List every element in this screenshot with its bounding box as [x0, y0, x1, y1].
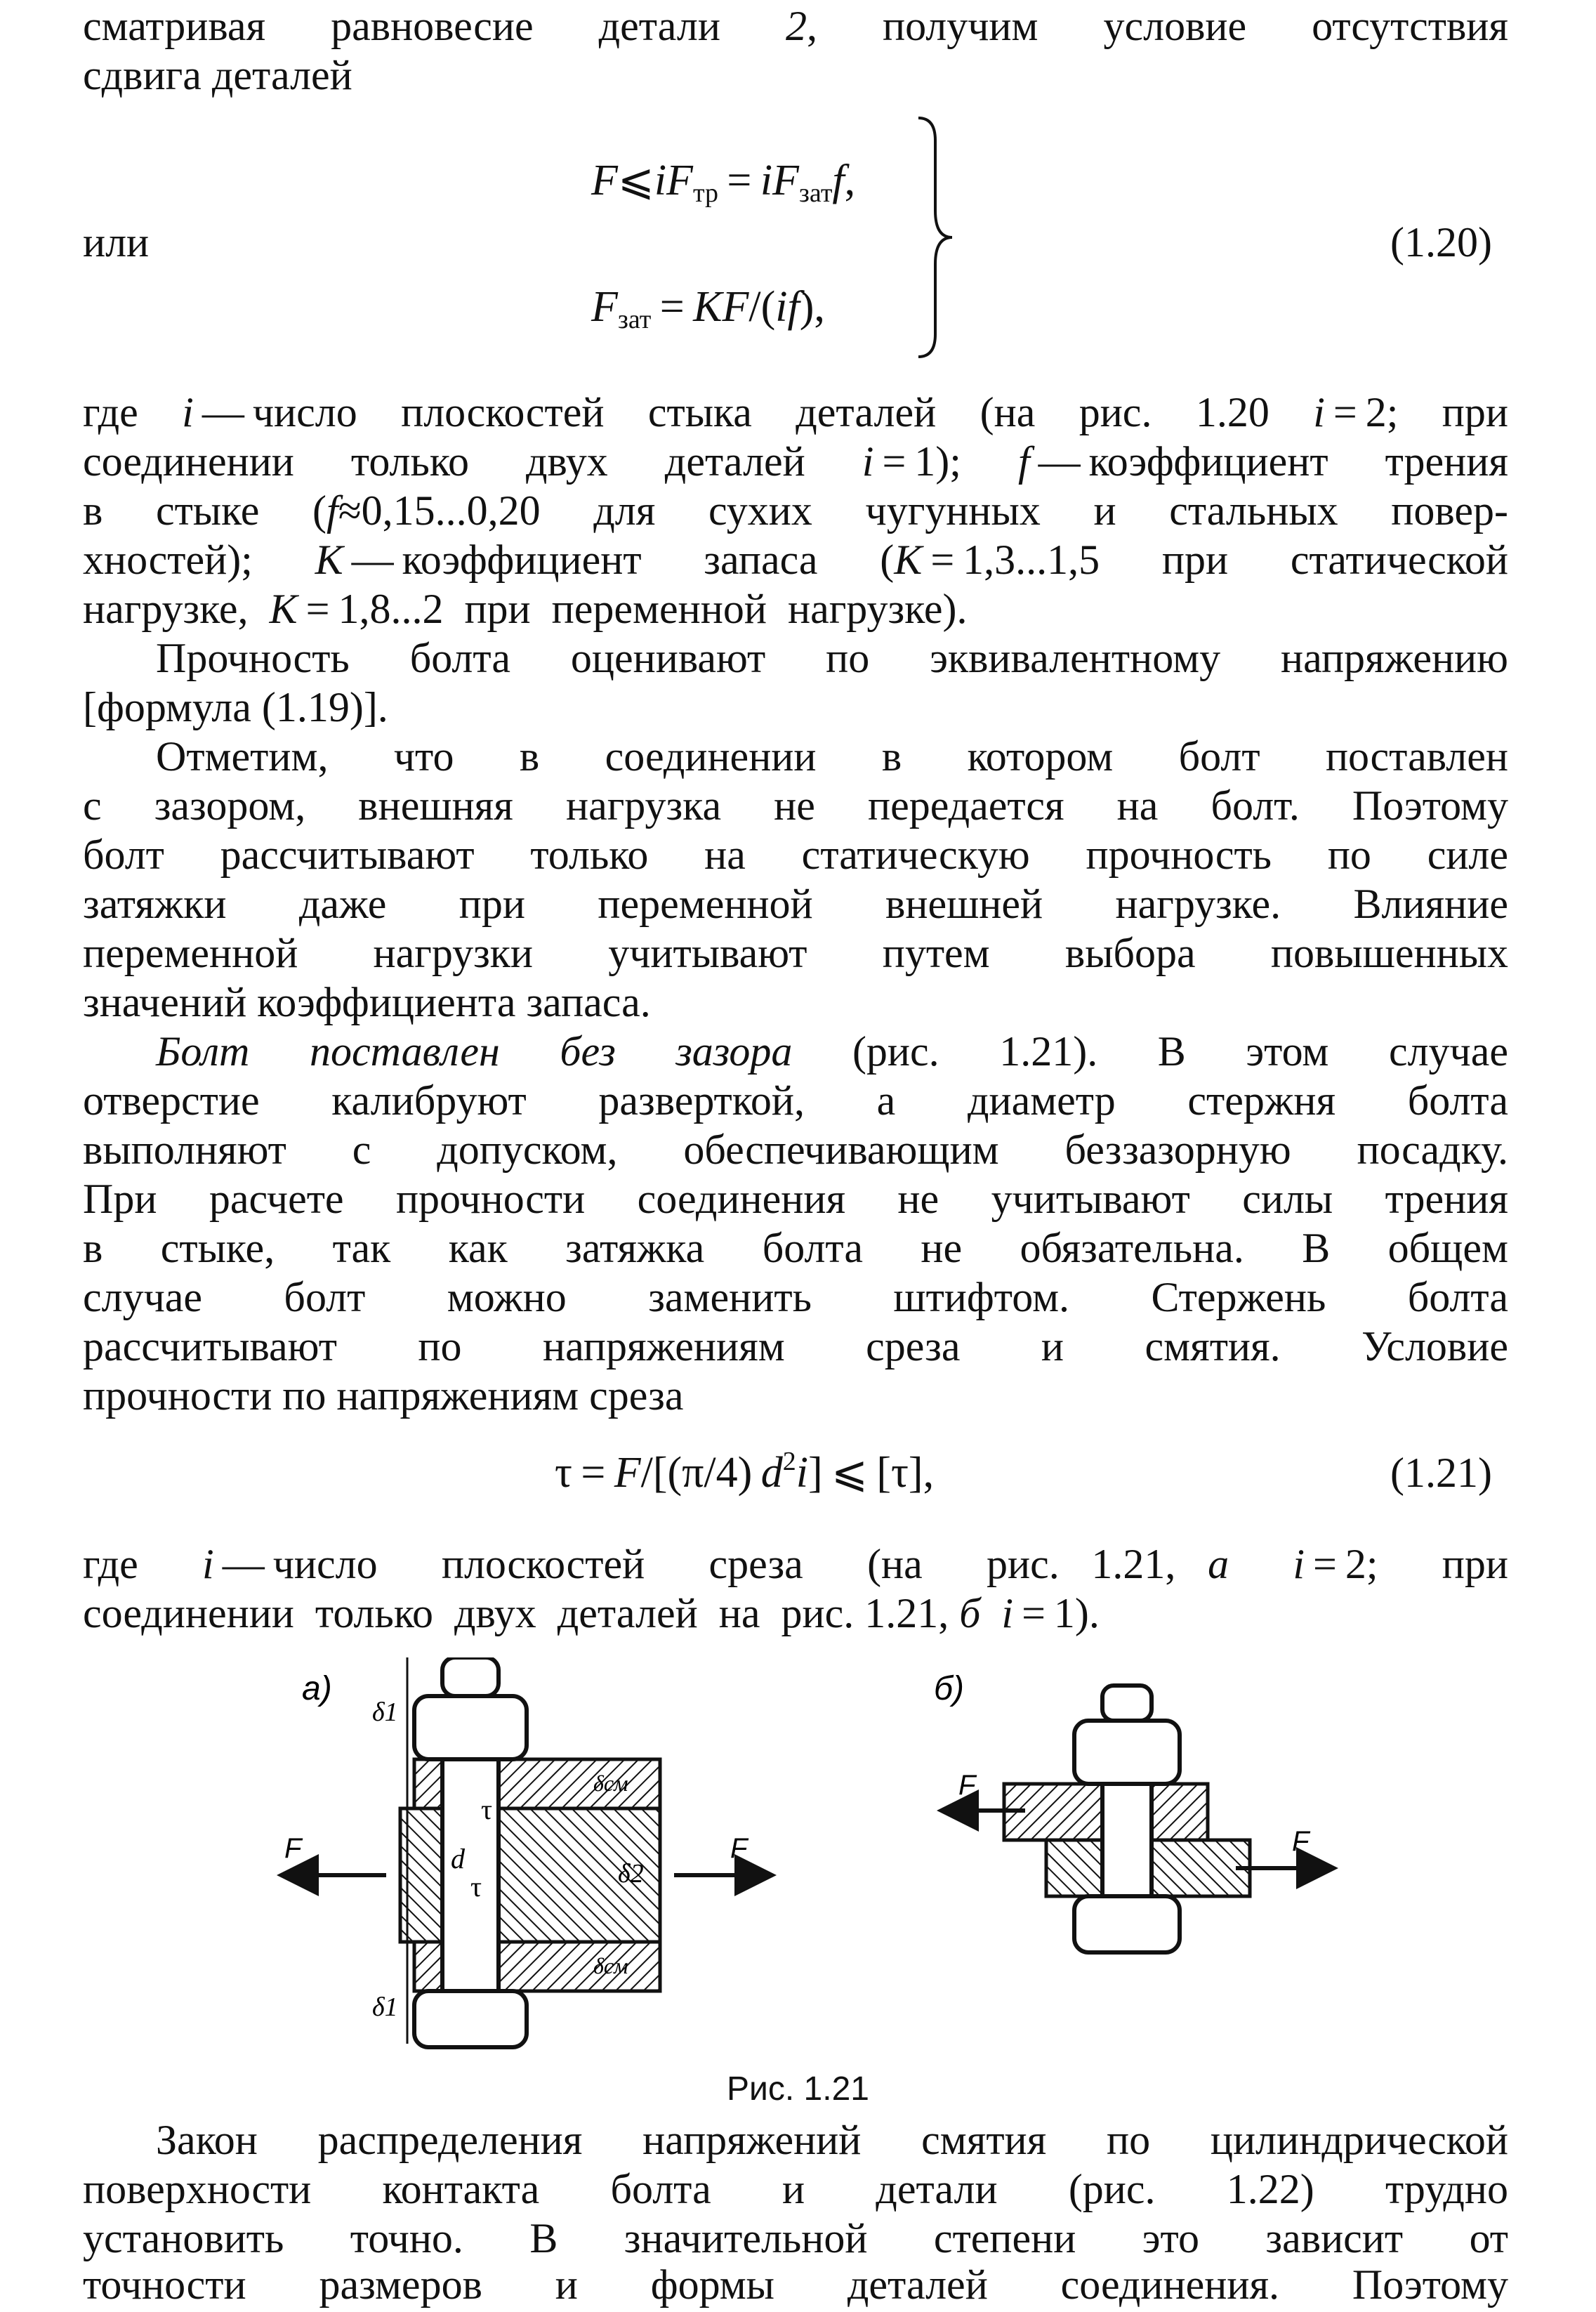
text-line: значений коэффициента запаса.	[83, 979, 651, 1025]
bolt-head-bottom	[414, 1991, 527, 2047]
figure-caption: Рис. 1.21	[727, 2070, 869, 2108]
equation-number-1-20: (1.20)	[1390, 219, 1492, 265]
figure-1-21	[267, 1657, 1348, 2051]
force-label: F	[958, 1770, 976, 1801]
force-label: F	[730, 1833, 748, 1864]
tau-label: τ	[470, 1871, 482, 1903]
force-label: F	[1292, 1826, 1310, 1857]
text-line: болт рассчитывают только на статическую прочность по силе	[83, 832, 1508, 878]
or-word: или	[83, 219, 150, 265]
bolt-shank	[1102, 1784, 1152, 1896]
text-line: точности размеров и формы деталей соединения. Поэтому	[83, 2261, 1508, 2308]
delta2-label: δ2	[618, 1859, 644, 1889]
delta1-label: δ1	[372, 1992, 398, 2022]
tau-label: τ	[481, 1794, 493, 1825]
diameter-label: d	[451, 1843, 465, 1874]
text-line: случае болт можно заменить штифтом. Стержень болта	[83, 1274, 1508, 1320]
text-line: в стыке, так как затяжка болта не обязательна. В общем	[83, 1225, 1508, 1271]
text-line: переменной нагрузки учитывают путем выбора повышенных	[83, 930, 1508, 976]
italic-heading: Болт поставлен без зазора	[156, 1028, 793, 1075]
text-line: соединении только двух деталей на рис. 1.21, б i = 1).	[83, 1590, 1100, 1636]
text-line: сматривая равновесие детали 2, получим условие отсутствия	[83, 3, 1508, 49]
text-line: Прочность болта оценивают по эквивалентному напряжению	[156, 635, 1508, 681]
equation-number-1-21: (1.21)	[1390, 1450, 1492, 1496]
text-line: Болт поставлен без зазора (рис. 1.21). В этом случае	[156, 1028, 1508, 1075]
force-label: F	[284, 1833, 302, 1864]
text-line: выполняют с допуском, обеспечивающим беззазорную посадку.	[83, 1127, 1508, 1173]
text-line: с зазором, внешняя нагрузка не передается на болт. Поэтому	[83, 782, 1508, 829]
nut-top	[1074, 1721, 1180, 1784]
text-line: где i — число плоскостей стыка деталей (на рис. 1.20 i = 2; при	[83, 389, 1509, 435]
nut-top	[414, 1696, 527, 1759]
equation-1-20-line1: $F⩽iF_{тр} = iF_{зат}f$,	[591, 157, 856, 208]
delta1-label: δ1	[372, 1697, 398, 1727]
text-line: отверстие калибруют разверткой, а диаметр стержня болта	[83, 1077, 1508, 1124]
delta-cm-label: δсм	[593, 1771, 628, 1796]
bolt-head-bottom	[1074, 1896, 1180, 1952]
text-line: прочности по напряжениям среза	[83, 1372, 684, 1419]
text-line: установить точно. В значительной степени это зависит от	[83, 2215, 1508, 2261]
bolt-end-top	[1102, 1686, 1152, 1721]
text-line: хностей); K — коэффициент запаса (K = 1,3...1,5 при статической	[83, 537, 1508, 583]
delta-cm-label: δсм	[593, 1953, 628, 1978]
text-line: При расчете прочности соединения не учитывают силы трения	[83, 1176, 1508, 1222]
text-line: соединении только двух деталей i = 1); f — коэффициент трения	[83, 438, 1509, 485]
right-brace	[913, 112, 969, 365]
drawing-b	[934, 1670, 1334, 1952]
text-line: где i — число плоскостей среза (на рис. 1.21, а i = 2; при	[83, 1541, 1509, 1587]
text-line: нагрузке, K = 1,8...2 при переменной нагрузке).	[83, 586, 968, 632]
text-line: в стыке (f≈0,15...0,20 для сухих чугунных и стальных повер-	[83, 487, 1508, 534]
text-line: затяжки даже при переменной внешней нагрузке. Влияние	[83, 881, 1508, 927]
text-line: Закон распределения напряжений смятия по цилиндрической	[156, 2117, 1508, 2163]
text-line: рассчитывают по напряжениям среза и смятия. Условие	[83, 1323, 1508, 1370]
text-line: [формула (1.19)].	[83, 684, 388, 730]
equation-1-21: τ = F/[(π/4) $d^2i$] ⩽ [τ],	[555, 1447, 935, 1497]
label-a: а)	[302, 1670, 332, 1707]
text-line: Отметим, что в соединении в котором болт поставлен	[156, 733, 1508, 780]
text-line: сдвига деталей	[83, 52, 352, 98]
drawing-a	[281, 1657, 772, 2047]
equation-1-20-line2: $F_{зат} = KF/(if)$,	[591, 283, 825, 334]
label-b: б)	[934, 1670, 964, 1707]
text-line: поверхности контакта болта и детали (рис. 1.22) трудно	[83, 2166, 1508, 2212]
bolt-end-top	[442, 1657, 499, 1696]
